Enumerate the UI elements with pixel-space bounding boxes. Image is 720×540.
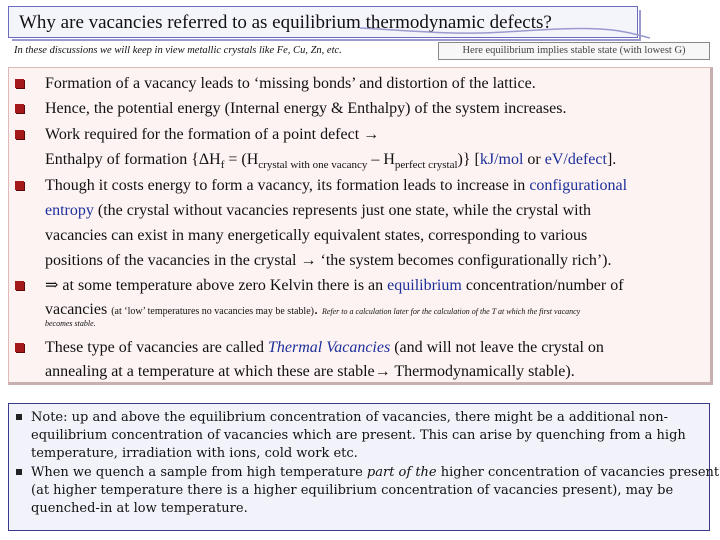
square-bullet-icon [15,281,24,290]
square-bullet-icon [16,469,22,475]
notes-box: Note: up and above the equilibrium concentration of vacancies, there might be a additional non- equilibrium concentration of vacancies which are present. This can arise by quenching from a high temperature, irradiation with ions, cold work etc. When we quench a sample from high temperature part of the higher concentration of vacancies present (at higher temperature there is a higher equilibrium concentration of vacancies present), may be quenched-in at low temperature. [8,403,710,531]
page-title: Why are vacancies referred to as equilibrium thermodynamic defects? [19,12,552,33]
square-bullet-icon [15,343,24,352]
square-bullet-icon [15,104,24,113]
equilibrium-note: Here equilibrium implies stable state (with lowest G) [438,42,710,60]
scope-note: In these discussions we will keep in view metallic crystals like Fe, Cu, Zn, etc. [14,45,342,56]
square-bullet-icon [15,130,24,139]
bullet-3-text: Work required for the formation of a point defect → [45,126,380,143]
bullet-1-text: Formation of a vacancy leads to ‘missing bonds’ and distortion of the lattice. [45,75,536,92]
square-bullet-icon [15,79,24,88]
underline-wave [360,24,650,40]
square-bullet-icon [16,414,22,420]
main-content-box: Formation of a vacancy leads to ‘missing bonds’ and distortion of the lattice. Hence, the potential energy (Internal energy & Enthalpy) of the system increases. Work required for the formation of a point defect → Enthalpy of formation $\{\Delta H_f = (H_{crystal with one vacancy} - H_{perfect crystal})\}$ [kJ/mol or eV/defect]. Though it costs energy to form a vacancy, its formation leads to increase in configurational entropy (the crystal without vacancies represents just one state, while the crystal with vacancies can exist in many energetically equivalent states, corresponding to various positions of the vacancies in the crystal → ‘the system becomes configurationally rich’). ⇒ at some temperature above zero Kelvin there is an equilibrium concentration/number of vacancies (at ‘low’ temperatures no vacancies may be stable). Refer to a calculation later for the calculation of the T at which the first vacancy becomes stable. These type of vacancies are called Thermal Vacancies (and will not leave the crystal on annealing at a temperature at which these are stable→ Thermodynamically stable). [8,67,713,385]
bullet-2-text: Hence, the potential energy (Internal energy & Enthalpy) of the system increases. [45,100,567,117]
square-bullet-icon [15,181,24,190]
